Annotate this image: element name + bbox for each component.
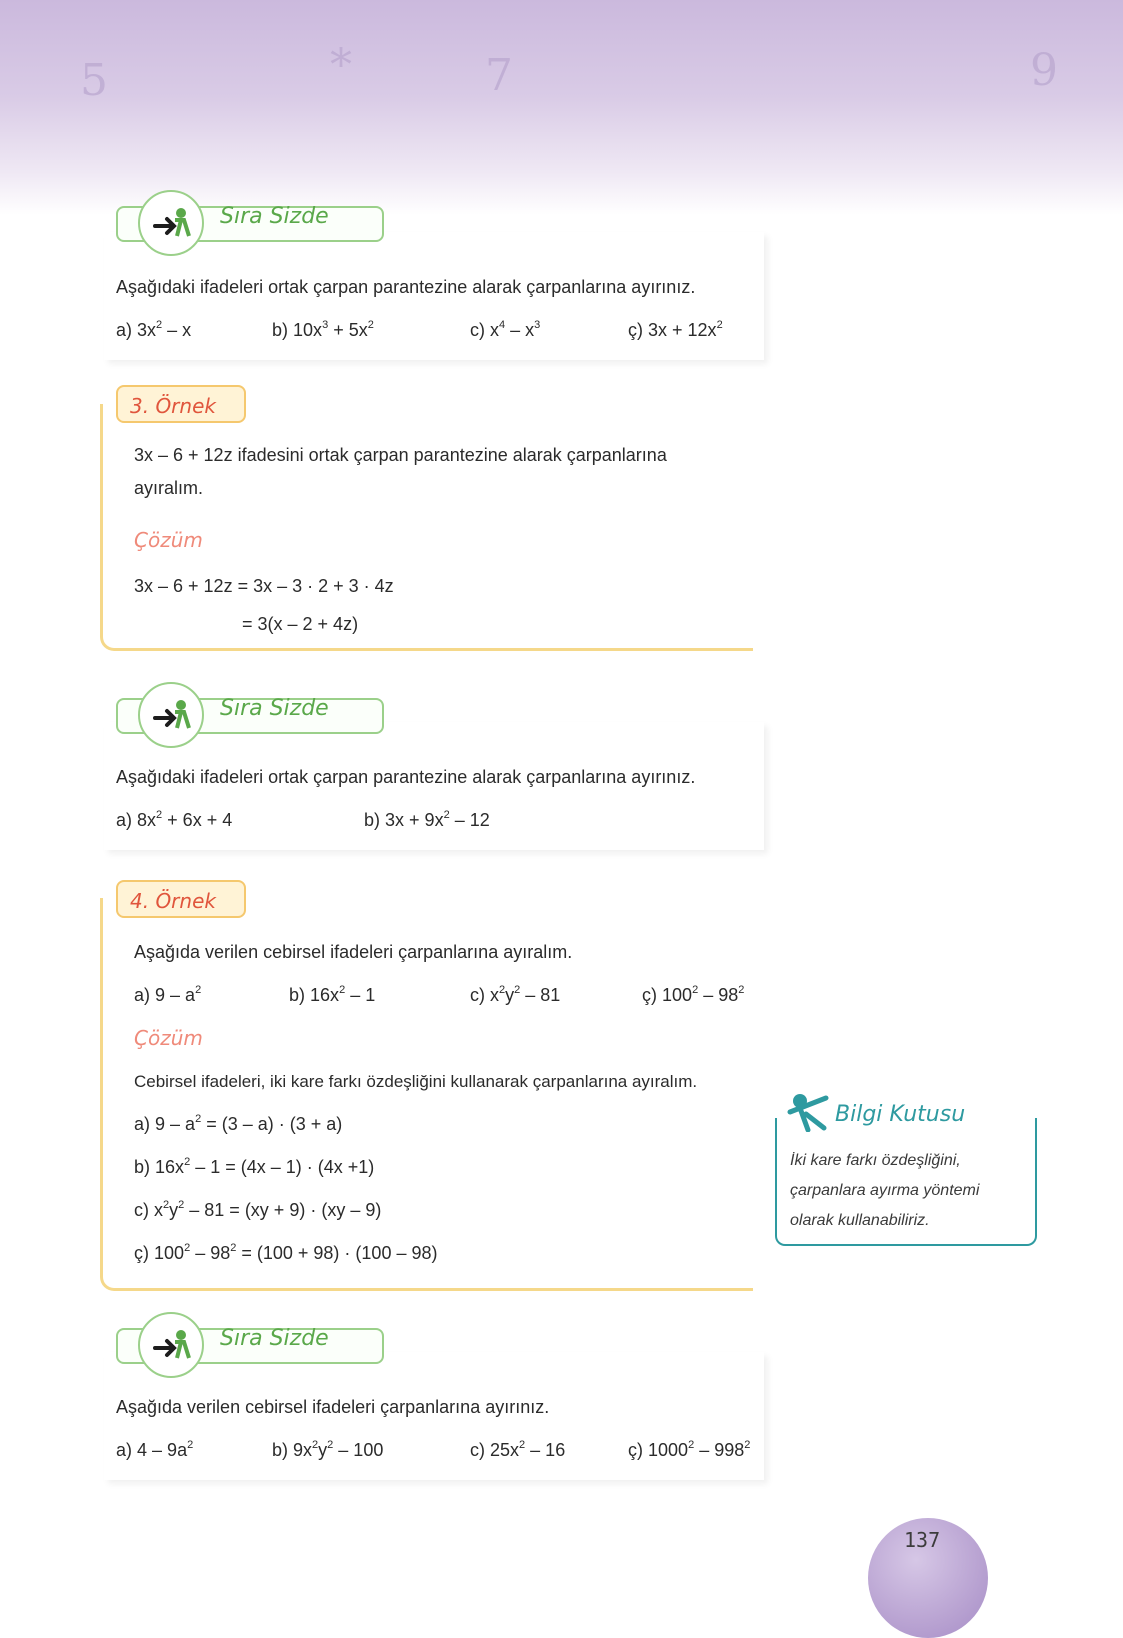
example-a: a) $9 - a^2$ — [134, 984, 202, 1005]
solution-a: a) $9 - a^2 = (3 - a) \cdot (3 + a)$ — [134, 1113, 343, 1134]
decor-symbol: * — [330, 40, 352, 91]
bilgi-kutusu-title: Bilgi Kutusu — [835, 1102, 966, 1127]
exercise-a: a) $3x^2$ – x — [116, 319, 192, 340]
exercise-a: a) $4 - 9a^2$ — [116, 1439, 194, 1460]
problem-text: Aşağıda verilen cebirsel ifadeleri çarpanlarına ayıralım. — [134, 942, 573, 962]
exercise-b: b) $9x^2y^2 - 100$ — [272, 1439, 384, 1460]
solution-d: ç) $100^2 - 98^2 = (100 + 98) \cdot (100 - 98)$ — [134, 1242, 438, 1263]
sira-sizde-title: Sıra Sizde — [220, 204, 329, 229]
solution-step: 3x – 6 + 12z = 3x – 3 · 2 + 3 · 4z — [134, 576, 394, 596]
solution-c: c) $x^2y^2 - 81 = (xy + 9) \cdot (xy - 9)$ — [134, 1199, 382, 1220]
sira-sizde-title: Sıra Sizde — [220, 696, 329, 721]
decor-digit: 7 — [485, 50, 513, 101]
sira-sizde-icon — [138, 190, 204, 256]
exercise-a: a) $8x^2 + 6x + 4$ — [116, 809, 233, 830]
solution-step: = 3(x – 2 + 4z) — [242, 614, 359, 634]
page-number-badge — [868, 1518, 988, 1638]
sira-sizde-header-2 — [116, 692, 396, 738]
exercise-c: c) $x^4 - x^3$ — [470, 319, 541, 340]
instruction: Aşağıdaki ifadeleri ortak çarpan parantezine alarak çarpanlarına ayırınız. — [116, 277, 696, 297]
decor-digit: 9 — [1030, 45, 1058, 96]
problem-text: ayıralım. — [134, 478, 204, 498]
explanation: Cebirsel ifadeleri, iki kare farkı özdeşliğini kullanarak çarpanlarına ayıralım. — [134, 1072, 698, 1091]
ornek-4-tag: 4. Örnek — [116, 880, 246, 918]
decor-digit: 5 — [80, 55, 108, 106]
example-b: b) $16x^2 - 1$ — [289, 984, 376, 1005]
example-d: ç) $100^2 - 98^2$ — [642, 984, 745, 1005]
sira-sizde-header-3 — [116, 1322, 396, 1368]
bilgi-kutusu-icon — [786, 1092, 832, 1132]
instruction: Aşağıda verilen cebirsel ifadeleri çarpanlarına ayırınız. — [116, 1397, 550, 1417]
exercise-b: b) $3x + 9x^2 - 12$ — [364, 809, 490, 830]
exercise-d: ç) $3x + 12x^2$ — [628, 319, 723, 340]
exercise-b: b) $10x^3 + 5x^2$ — [272, 319, 374, 340]
page-number: 137 — [904, 1528, 941, 1552]
sira-sizde-title: Sıra Sizde — [220, 1326, 329, 1351]
instruction: Aşağıdaki ifadeleri ortak çarpan parantezine alarak çarpanlarına ayırınız. — [116, 767, 696, 787]
exercise-c: c) $25x^2 - 16$ — [470, 1439, 566, 1460]
problem-text: 3x – 6 + 12z ifadesini ortak çarpan parantezine alarak çarpanlarına — [134, 445, 667, 465]
bilgi-kutusu-text: İki kare farkı özdeşliğini, çarpanlara ayırma yöntemi olarak kullanabiliriz. — [790, 1152, 980, 1229]
example-c: c) $x^2y^2 - 81$ — [470, 984, 561, 1005]
cozum-label: Çözüm — [134, 1026, 203, 1050]
sira-sizde-icon — [138, 682, 204, 748]
exercise-d: ç) $1000^2 - 998^2$ — [628, 1439, 751, 1460]
solution-b: b) $16x^2 - 1 = (4x - 1) \cdot (4x +1)$ — [134, 1156, 375, 1177]
cozum-label: Çözüm — [134, 528, 203, 552]
header-banner — [0, 0, 1123, 215]
sira-sizde-header-1 — [116, 200, 396, 246]
sira-sizde-icon — [138, 1312, 204, 1378]
ornek-3-tag: 3. Örnek — [116, 385, 246, 423]
